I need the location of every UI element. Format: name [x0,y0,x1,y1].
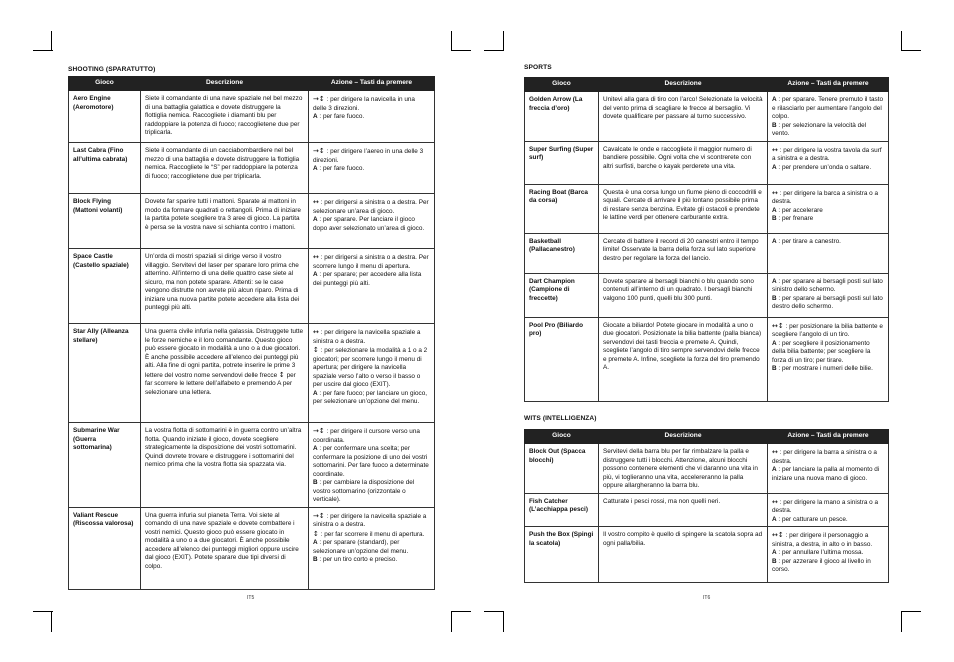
table-row [525,493,889,527]
column-header-game: Gioco [525,430,599,444]
game-action [768,493,889,527]
right-arrow-icon: → [313,427,319,435]
column-header-action: Azione – Tasti da premere [768,430,889,444]
game-action [309,143,435,194]
crop-mark [503,612,504,632]
table-row [69,324,435,423]
up-down-arrow-icon: ↕ [278,370,285,379]
column-header-description: Descrizione [141,77,309,91]
crop-mark [484,611,504,612]
game-name: Basketball (Pallacanestro) [525,233,599,273]
sports-table [524,77,889,402]
game-name: Golden Arrow (La freccia d’oro) [525,92,599,142]
up-down-arrow-icon: ↕ [318,95,325,103]
table-row [525,184,889,233]
table-row [525,317,889,401]
game-description: Cavalcate le onde e raccogliete il maggior numero di bandiere possibile. Ogni volta che vi scontrerete con altri surfisti, barche o kayak perderete una vita. [599,141,768,184]
game-description: La vostra flotta di sottomarini è in guerra contro un’altra flotta. Quando iniziate il gioco, dovete scegliere strategicamente la disposizione dei vostri sottomarini. Quindi dovrete trovare e distruggere i sottomarini del nemico prima che la vostra flotta sia spazzata via. [141,423,309,508]
action-text: : per dirigere l’aereo in una delle 3 direzioni. A : per fare fuoco. [313,148,424,172]
table-row [525,233,889,273]
game-action [309,423,435,508]
up-down-arrow-icon: ↕ [318,511,325,520]
game-description: Dovete far sparire tutti i mattoni. Sparate ai mattoni in modo da formare quadrati o rettangoli. Prima di iniziare la partita potete scegliere tra 3 aree di gioco. La partita è persa se la vostra nave si schianta contro i mattoni. [141,194,309,249]
table-row [525,527,889,583]
column-header-action: Azione – Tasti da premere [768,78,889,92]
game-description: Una guerra infuria sul pianeta Terra. Voi siete al comando di una nave spaziale e dovete combattere i vostri nemici. Questo gioco può essere giocato in modalità a uno o a due giocatori. È anche possibile accedere all’elenco dei punteggi migliori oppure uscire dal gioco (EXIT). Potete sparare due tipi diversi di colpo. [141,507,309,589]
crop-mark [901,611,921,612]
crop-mark [484,50,504,51]
game-action [768,527,889,583]
game-action [768,317,889,401]
game-action [309,249,435,324]
game-action [309,194,435,249]
game-name: Super Surfing (Super surf) [525,141,599,184]
game-name: Block Flying (Mattoni volanti) [69,194,141,249]
game-description: Siete il comandante di un cacciabombardiere nel bel mezzo di una battaglia e dovete distruggere la flottiglia nemica. Raccogliete le “S” per raddoppiare la potenza di fuoco; raccoglietene due per triplicarla. [141,143,309,194]
crop-mark [451,612,452,632]
game-action [309,91,435,143]
action-text: : per dirigere la vostra tavola da surf a sinistra e a destra. A : per prendere un’onda o saltare. [772,146,882,171]
left-right-arrow-icon: ↔ [772,448,778,456]
action-text: : per far scorrere il menu di apertura. A : per sparare (standard), per selezionare un’opzione del menu. B : per un tiro corto e preciso. [313,530,425,563]
game-name: Space Castle (Castello spaziale) [69,249,141,324]
action-text: : per dirigersi a sinistra o a destra. Per selezionare un’area di gioco. A : per sparare. Per lanciare il gioco dopo aver selezionato un’area di gioco. [313,199,429,232]
game-name: Submarine War (Guerra sottomarina) [69,423,141,508]
action-text: : per dirigere il cursore verso una coordinata. A : per confermare una scelta; per confermare la posizione di uno dei vostri sottomarini. Per fare fuoco a determinate coordinate. B : per cambiare la disposizione del vostro sottomarino (orizzontale o verticale). [313,428,429,503]
up-down-arrow-icon: ↕ [313,346,319,354]
game-description: Una guerra civile infuria nella galassia. Distruggete tutte le forze nemiche e il loro comandante. Questo gioco può essere giocato in modalità a uno o a due giocatori. È anche possibile accedere all’elenco dei punteggi più alti. Alla fine di ogni partita, potrete inserire le prime 3 lettere del vostro nome servendovi delle frecce ↕ per far scorrere le lettere dell’alfabeto e premendo A per selezionare una lettera. [141,324,309,423]
game-action [768,444,889,494]
wits-table [524,429,889,583]
table-row [525,92,889,142]
table-row [525,141,889,184]
right-arrow-icon: → [313,511,319,520]
game-description: Servitevi della barra blu per far rimbalzare la palla e distruggere tutti i blocchi. Attenzione, alcuni blocchi possono contenere elementi che vi daranno una vita in più, vi toglieranno una vita, accelereranno la palla oppure allargheranno la barra blu. [599,444,768,494]
action-text: : per dirigere la mano a sinistra o a destra. A : per catturare un pesce. [772,498,879,523]
game-description: Cercate di battere il record di 20 canestri entro il tempo limite! Osservate la barra della forza sul lato superiore destro per regolare la forza del lancio. [599,233,768,273]
crop-mark [451,611,471,612]
game-name: Fish Catcher (L’acchiappa pesci) [525,493,599,527]
up-down-arrow-icon: ↕ [318,427,325,435]
table-row [69,507,435,589]
column-header-description: Descrizione [599,78,768,92]
crop-mark [901,31,902,51]
section-title-sports: SPORTS [524,64,552,71]
game-action [768,184,889,233]
game-description: Il vostro compito è quello di spingere la scatola sopra ad ogni palla/bilia. [599,527,768,583]
left-right-arrow-icon: ↔ [313,253,319,261]
game-name: Aero Engine (Aeromotore) [69,91,141,143]
crop-mark [451,31,452,51]
game-description: Dovete sparare ai bersagli bianchi o blu quando sono contenuti all’interno di un quadrato. I bersagli bianchi valgono 100 punti, quelli blu 300 punti. [599,273,768,317]
column-header-action: Azione – Tasti da premere [309,77,435,91]
crop-mark [901,612,902,632]
right-arrow-icon: → [313,147,319,155]
up-down-arrow-icon: ↕ [777,321,784,330]
game-description: Un’orda di mostri spaziali si dirige verso il vostro villaggio. Servitevi del laser per sparare loro prima che atterrino. All’interno di una delle quattro case siete al sicuro, ma non potete sparare. Attenti: se le case vengono distrutte non avrete più alcun riparo. Prima di iniziare una nuova partite potete accedere alla lista dei punteggi più alti. [141,249,309,324]
column-header-game: Gioco [69,77,141,91]
action-text: : per dirigere il personaggio a sinistra, a destra, in alto o in basso. A : per annullare l’ultima mossa. B : per azzerare il gioco al livello in corso. [772,532,873,573]
page-number: IT5 [247,595,255,601]
crop-mark [901,50,921,51]
game-name: Pool Pro (Biliardo pro) [525,317,599,401]
table-row [525,273,889,317]
shooting-table [68,76,435,590]
crop-mark [503,31,504,51]
table-row [69,91,435,143]
game-name: Dart Champion (Campione di freccette) [525,273,599,317]
action-text: : per dirigersi a sinistra o a destra. Per scorrere lungo il menu di apertura. A : per sparare; per accedere alla lista dei punteggi più alti. [313,254,429,287]
game-description: Siete il comandante di una nave spaziale nel bel mezzo di una battaglia galattica e dovete distruggere la flottiglia nemica. Raccogliete i diamanti blu per raddoppiare la potenza di fuoco; raccoglietene due per triplicarla. [141,91,309,143]
action-text: : per dirigere la barca a sinistra o a destra. A : per accelerare B : per frenare [772,189,879,222]
action-text: : per selezionare la modalità a 1 o a 2 giocatori; per scorrere lungo il menu di apertura; per dirigere la navicella spaziale verso l’alto o verso il basso o per uscire dal gioco (EXIT). [313,347,428,388]
action-text: : per dirigere la navicella spaziale a sinistra o a destra. [313,329,421,345]
up-down-arrow-icon: ↕ [313,529,319,538]
section-title-shooting: SHOOTING (SPARATUTTO) [68,66,156,73]
table-row [525,444,889,494]
game-name: Racing Boat (Barca da corsa) [525,184,599,233]
game-name: Star Ally (Alleanza stellare) [69,324,141,423]
left-right-arrow-icon: ↔ [313,198,319,206]
crop-mark [51,612,52,632]
game-action: A : per tirare a canestro. [768,233,889,273]
section-title-wits: WITS (INTELLIGENZA) [524,415,597,422]
crop-mark [33,611,53,612]
up-down-arrow-icon: ↕ [318,147,325,155]
crop-mark [33,50,53,51]
action-text: : per dirigere la navicella spaziale a sinistra o a destra. [313,512,427,528]
game-description: Catturate i pesci rossi, ma non quelli neri. [599,493,768,527]
crop-mark [451,50,471,51]
left-right-arrow-icon: ↔ [772,321,778,330]
table-row [69,143,435,194]
left-right-arrow-icon: ↔ [313,328,319,336]
right-arrow-icon: → [313,95,319,103]
game-description: Giocate a biliardo! Potete giocare in modalità a uno o due giocatori. Posizionate la bilia battente (palla bianca) servendovi dei tasti freccia e premete A. Quindi, scegliete l’angolo di tiro sempre servendovi delle frecce e premete A. Infine, scegliete la forza del tiro premendo A. [599,317,768,401]
action-text: : per dirigere la barra a sinistra o a destra. A : per lanciare la palla al momento di iniziare una nuova mano di gioco. [772,449,880,482]
game-action: A : per sparare ai bersagli posti sul lato sinistro dello schermo. B : per sparare ai bersagli posti sul lato destro dello schermo. [768,273,889,317]
table-row [69,249,435,324]
left-right-arrow-icon: ↔ [772,188,778,197]
table-row [69,423,435,508]
game-name: Block Out (Spacca blocchi) [525,444,599,494]
game-name: Push the Box (Spingi la scatola) [525,527,599,583]
left-right-arrow-icon: ↔ [772,145,778,154]
left-right-arrow-icon: ↔ [772,497,778,506]
game-name: Last Cabra (Fino all’ultima cabrata) [69,143,141,194]
action-text: A : per fare fuoco; per lanciare un gioco, per selezionare un’opzione del menu. [313,389,428,405]
column-header-game: Gioco [525,78,599,92]
action-text: : per posizionare la bilia battente e scegliere l’angolo di un tiro. A : per scegliere il posizionamento della bilia battente; per scegliere la forza di un tiro; per tirare. B : per mostrare i numeri delle bilie. [772,322,883,372]
column-header-description: Descrizione [599,430,768,444]
game-action [309,507,435,589]
left-right-arrow-icon: ↔ [772,531,778,539]
game-action [768,141,889,184]
game-action: A : per sparare. Tenere premuto il tasto e rilasciarlo per aumentare l’angolo del colpo. B : per selezionare la velocità del vento. [768,92,889,142]
crop-mark [51,31,52,51]
up-down-arrow-icon: ↕ [777,531,784,539]
game-description: Unitevi alla gara di tiro con l’arco! Selezionate la velocità del vento prima di scagliare le frecce al bersaglio. Vi dovete qualificare per passare al turno successivo. [599,92,768,142]
page-number: IT6 [703,595,711,601]
action-text: : per dirigere la navicella in una delle 3 direzioni. A : per fare fuoco. [313,96,415,120]
game-action [309,324,435,423]
game-name: Valiant Rescue (Riscossa valorosa) [69,507,141,589]
table-row [69,194,435,249]
game-description: Questa è una corsa lungo un fiume pieno di coccodrilli e squali. Cercate di arrivare il più lontano possibile prima di restare senza benzina. Evitate gli ostacoli e prendete le lattine verdi per ottenere carburante extra. [599,184,768,233]
